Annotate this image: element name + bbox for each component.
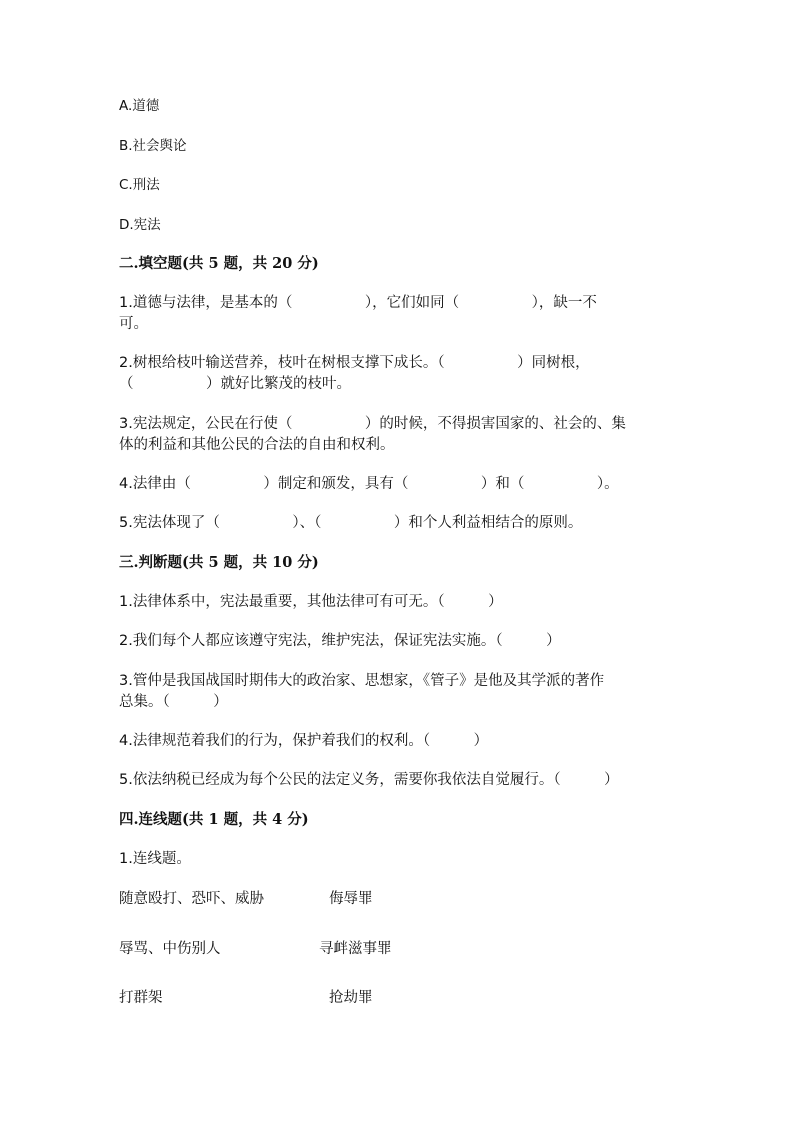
option-c: C.刑法 [119, 177, 160, 193]
judge-q5: 5.依法纳税已经成为每个公民的法定义务，需要你我依法自觉履行。（ ） [119, 772, 619, 788]
option-b: B.社会舆论 [119, 138, 187, 154]
judge-q1: 1.法律体系中，宪法最重要，其他法律可有可无。（ ） [119, 594, 503, 610]
judge-q2: 2.我们每个人都应该遵守宪法，维护宪法，保证宪法实施。（ ） [119, 633, 561, 649]
match-left-item: 打群架 [119, 990, 163, 1006]
match-right-item: 抢劫罪 [329, 990, 373, 1006]
match-left-item: 辱骂、中伤别人 [119, 941, 221, 957]
match-q1: 1.连线题。 [119, 851, 191, 867]
fill-q2-line2: （ ）就好比繁茂的枝叶。 [119, 376, 351, 392]
judge-q3-line2: 总集。（ ） [119, 694, 228, 710]
option-d: D.宪法 [119, 217, 161, 233]
judge-section-heading: 三.判断题(共 5 题，共 10 分) [119, 554, 319, 571]
match-left-item: 随意殴打、恐吓、威胁 [119, 891, 264, 907]
fill-q3-line1: 3.宪法规定，公民在行使（ ）的时候，不得损害国家的、社会的、集 [119, 416, 626, 432]
match-right-item: 寻衅滋事罪 [319, 941, 392, 957]
fill-section-heading: 二.填空题(共 5 题，共 20 分) [119, 255, 319, 272]
judge-q3-line1: 3.管仲是我国战国时期伟大的政治家、思想家，《管子》是他及其学派的著作 [119, 673, 605, 689]
judge-q4: 4.法律规范着我们的行为，保护着我们的权利。（ ） [119, 733, 489, 749]
fill-q3-line2: 体的利益和其他公民的合法的自由和权利。 [119, 437, 395, 453]
fill-q4: 4.法律由（ ）制定和颁发，具有（ ）和（ ）。 [119, 476, 619, 492]
fill-q1-line1: 1.道德与法律，是基本的（ ），它们如同（ ），缺一不 [119, 295, 597, 311]
match-section-heading: 四.连线题(共 1 题，共 4 分) [119, 811, 309, 828]
fill-q2-line1: 2.树根给枝叶输送营养，枝叶在树根支撑下成长。（ ）同树根， [119, 355, 590, 371]
option-a: A.道德 [119, 98, 160, 114]
fill-q1-line2: 可。 [119, 316, 148, 332]
fill-q5: 5.宪法体现了（ ）、（ ）和个人利益相结合的原则。 [119, 515, 583, 531]
match-right-item: 侮辱罪 [329, 891, 373, 907]
